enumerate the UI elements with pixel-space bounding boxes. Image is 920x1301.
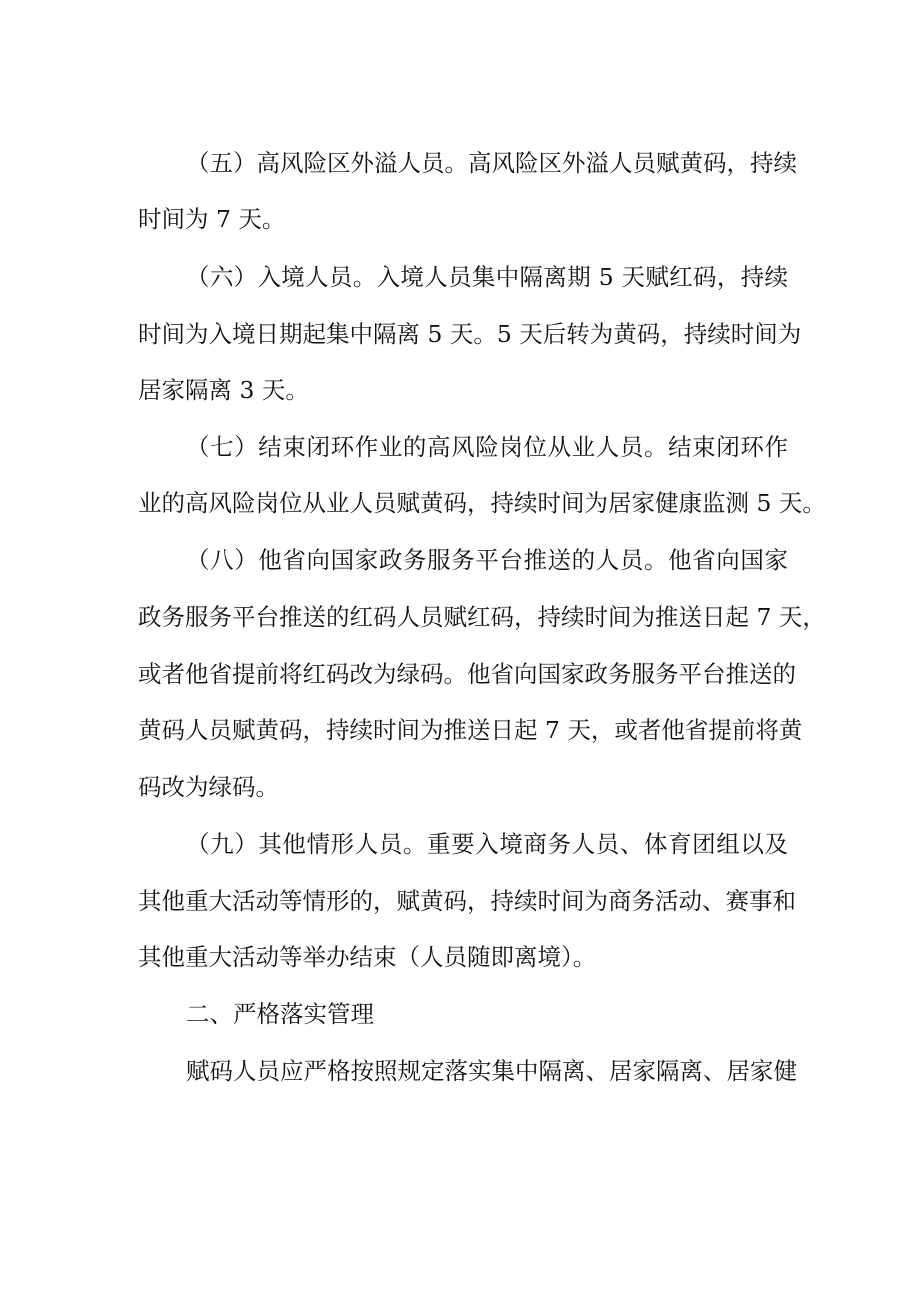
text-line: 或者他省提前将红码改为绿码。他省向国家政务服务平台推送的	[138, 660, 796, 688]
text-line: 居家隔离 3 天。	[138, 376, 309, 404]
text-line: 政务服务平台推送的红码人员赋红码，持续时间为推送日起 7 天，	[138, 603, 826, 631]
text-line: （八）他省向国家政务服务平台推送的人员。他省向国家	[186, 546, 788, 574]
text-line: 时间为入境日期起集中隔离 5 天。5 天后转为黄码，持续时间为	[138, 320, 802, 348]
text-line: 时间为 7 天。	[138, 205, 286, 233]
section-heading: 二、严格落实管理	[186, 1000, 374, 1028]
text-line: 业的高风险岗位从业人员赋黄码，持续时间为居家健康监测 5 天。	[138, 489, 826, 517]
text-line: （七）结束闭环作业的高风险岗位从业人员。结束闭环作	[186, 433, 788, 461]
text-line: 其他重大活动等情形的，赋黄码，持续时间为商务活动、赛事和	[138, 887, 796, 915]
text-line: （六）入境人员。入境人员集中隔离期 5 天赋红码，持续	[186, 263, 788, 291]
text-line: 黄码人员赋黄码，持续时间为推送日起 7 天，或者他省提前将黄	[138, 716, 803, 744]
text-line: （九）其他情形人员。重要入境商务人员、体育团组以及	[186, 830, 788, 858]
text-line: 其他重大活动等举办结束（人员随即离境）。	[138, 943, 597, 971]
text-line: 码改为绿码。	[138, 773, 279, 801]
text-line: （五）高风险区外溢人员。高风险区外溢人员赋黄码，持续	[186, 149, 797, 177]
text-line: 赋码人员应严格按照规定落实集中隔离、居家隔离、居家健	[186, 1057, 797, 1085]
